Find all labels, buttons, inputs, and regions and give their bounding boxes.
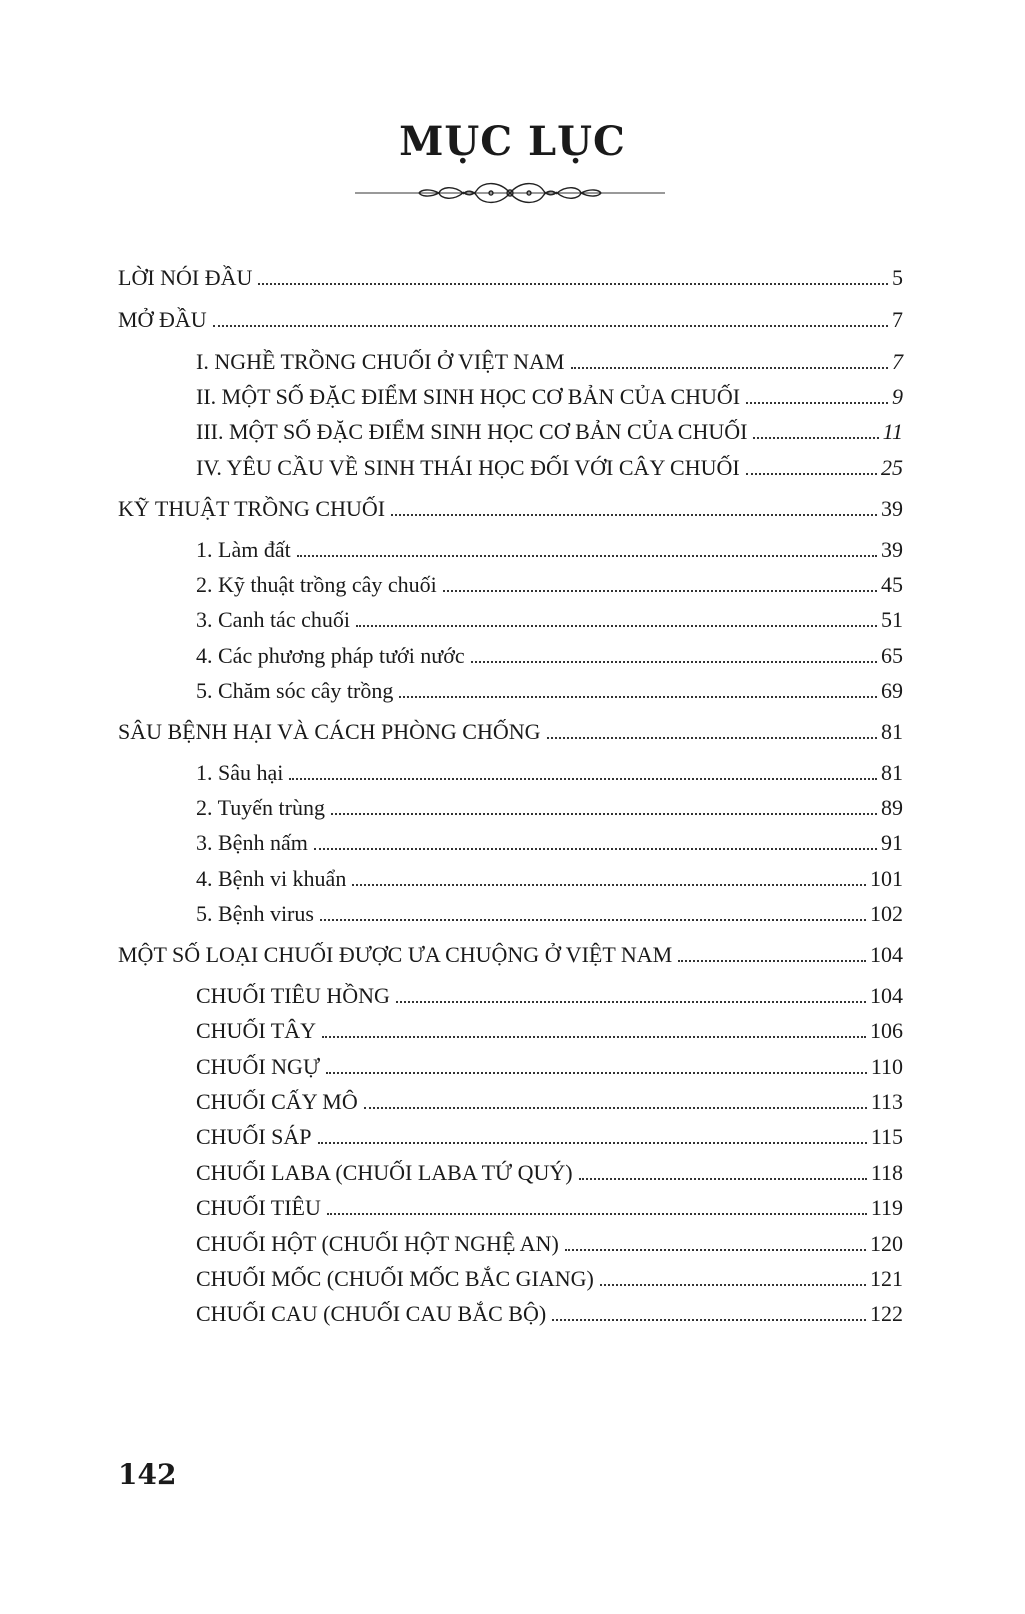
toc-subsection-entry	[196, 1301, 903, 1333]
toc-subsection-entry	[196, 1124, 903, 1156]
toc-entry-label: III. MỘT SỐ ĐẶC ĐIỂM SINH HỌC CƠ BẢN CỦA CHUỐI	[196, 419, 748, 444]
toc-subsection-entry	[196, 1089, 903, 1121]
dot-leader	[356, 625, 877, 627]
toc-subsection-entry	[196, 678, 903, 710]
toc-section-entry	[118, 265, 903, 297]
toc-subsection-entry	[196, 537, 903, 569]
toc-subsection-entry	[196, 795, 903, 827]
toc-entry-page: 69	[881, 678, 903, 703]
toc-entry-page: 113	[870, 1089, 903, 1114]
dot-leader	[258, 283, 888, 285]
toc-subsection-entry	[196, 1266, 903, 1298]
toc-subsection-entry	[196, 419, 903, 451]
toc-entry-page: 110	[870, 1054, 903, 1079]
dot-leader	[565, 1249, 866, 1251]
toc-entry-page: 7	[892, 349, 903, 374]
toc-entry-label: CHUỐI LABA (CHUỐI LABA TỨ QUÝ)	[196, 1160, 573, 1185]
toc-entry-label: 5. Bệnh virus	[196, 901, 314, 926]
toc-subsection-entry	[196, 1018, 903, 1050]
dot-leader	[318, 1142, 867, 1144]
toc-entry-label: CHUỐI MỐC (CHUỐI MỐC BẮC GIANG)	[196, 1266, 594, 1291]
toc-section-entry	[118, 942, 903, 974]
toc-subsection-entry	[196, 643, 903, 675]
toc-entry-label: CHUỐI HỘT (CHUỐI HỘT NGHỆ AN)	[196, 1231, 559, 1256]
toc-subsection-entry	[196, 1231, 903, 1263]
dot-leader	[213, 325, 888, 327]
toc-subsection-entry	[196, 349, 903, 381]
toc-subsection-entry	[196, 455, 903, 487]
dot-leader	[571, 367, 889, 369]
dot-leader	[289, 778, 877, 780]
toc-subsection-entry	[196, 830, 903, 862]
toc-subsection-entry	[196, 1195, 903, 1227]
toc-entry-label: 4. Các phương pháp tưới nước	[196, 643, 465, 668]
dot-leader	[471, 661, 877, 663]
toc-entry-page: 118	[870, 1160, 903, 1185]
toc-entry-page: 104	[870, 983, 903, 1008]
toc-entry-page: 121	[870, 1266, 903, 1291]
toc-entry-page: 51	[881, 607, 903, 632]
dot-leader	[579, 1178, 867, 1180]
toc-subsection-entry	[196, 572, 903, 604]
toc-entry-page: 39	[881, 496, 903, 521]
dot-leader	[753, 437, 878, 439]
ornament-divider	[355, 178, 665, 208]
toc-entry-page: 104	[870, 942, 903, 967]
dot-leader	[678, 960, 866, 962]
toc-subsection-entry	[196, 384, 903, 416]
toc-entry-page: 101	[870, 866, 903, 891]
toc-entry-label: KỸ THUẬT TRỒNG CHUỐI	[118, 496, 386, 521]
toc-entry-label: 3. Bệnh nấm	[196, 830, 308, 855]
toc-entry-page: 11	[882, 419, 903, 444]
toc-subsection-entry	[196, 1054, 903, 1086]
dot-leader	[327, 1213, 867, 1215]
toc-entry-label: 2. Kỹ thuật trồng cây chuối	[196, 572, 437, 597]
dot-leader	[297, 555, 877, 557]
toc-entry-page: 5	[892, 265, 903, 290]
toc-subsection-entry	[196, 607, 903, 639]
toc-subsection-entry	[196, 983, 903, 1015]
toc-entry-page: 119	[870, 1195, 903, 1220]
toc-entry-label: CHUỐI TIÊU	[196, 1195, 321, 1220]
toc-entry-label: 1. Sâu hại	[196, 760, 284, 785]
dot-leader	[320, 919, 866, 921]
dot-leader	[352, 884, 866, 886]
toc-entry-label: 4. Bệnh vi khuẩn	[196, 866, 347, 891]
toc-entry-page: 102	[870, 901, 903, 926]
toc-entry-page: 122	[870, 1301, 903, 1326]
dot-leader	[399, 696, 877, 698]
toc-entry-label: IV. YÊU CẦU VỀ SINH THÁI HỌC ĐỐI VỚI CÂY CHUỐI	[196, 455, 740, 480]
toc-subsection-entry	[196, 1160, 903, 1192]
toc-entry-label: CHUỐI TÂY	[196, 1018, 316, 1043]
toc-entry-page: 89	[881, 795, 903, 820]
toc-entry-label: MỞ ĐẦU	[118, 307, 207, 332]
toc-entry-label: II. MỘT SỐ ĐẶC ĐIỂM SINH HỌC CƠ BẢN CỦA CHUỐI	[196, 384, 741, 409]
toc-entry-label: 1. Làm đất	[196, 537, 291, 562]
toc-entry-page: 25	[881, 455, 903, 480]
toc-subsection-entry	[196, 866, 903, 898]
toc-entry-page: 65	[881, 643, 903, 668]
toc-entry-label: CHUỐI TIÊU HỒNG	[196, 983, 390, 1008]
toc-entry-label: SÂU BỆNH HẠI VÀ CÁCH PHÒNG CHỐNG	[118, 719, 541, 744]
dot-leader	[746, 402, 888, 404]
toc-entry-label: I. NGHỀ TRỒNG CHUỐI Ở VIỆT NAM	[196, 349, 565, 374]
toc-subsection-entry	[196, 901, 903, 933]
dot-leader	[443, 590, 877, 592]
dot-leader	[314, 848, 877, 850]
toc-entry-page: 106	[870, 1018, 903, 1043]
toc-entry-label: MỘT SỐ LOẠI CHUỐI ĐƯỢC ƯA CHUỘNG Ở VIỆT NAM	[118, 942, 673, 967]
toc-entry-label: CHUỐI SÁP	[196, 1124, 312, 1149]
toc-entry-label: CHUỐI NGỰ	[196, 1054, 321, 1079]
toc-section-entry	[118, 719, 903, 751]
dot-leader	[364, 1107, 867, 1109]
toc-entry-page: 39	[881, 537, 903, 562]
toc-entry-label: LỜI NÓI ĐẦU	[118, 265, 253, 290]
toc-entry-page: 9	[892, 384, 903, 409]
toc-entry-label: 5. Chăm sóc cây trồng	[196, 678, 394, 703]
toc-entry-label: CHUỐI CAU (CHUỐI CAU BẮC BỘ)	[196, 1301, 547, 1326]
toc-entry-page: 81	[881, 760, 903, 785]
page-number: 142	[118, 1458, 177, 1491]
toc-section-entry	[118, 496, 903, 528]
dot-leader	[600, 1284, 866, 1286]
toc-entry-page: 45	[881, 572, 903, 597]
toc-entry-page: 81	[881, 719, 903, 744]
dot-leader	[326, 1072, 867, 1074]
toc-section-entry	[118, 307, 903, 339]
dot-leader	[746, 473, 877, 475]
toc-entry-label: 2. Tuyến trùng	[196, 795, 325, 820]
toc-entry-page: 91	[881, 830, 903, 855]
dot-leader	[322, 1036, 866, 1038]
toc-entry-page: 7	[892, 307, 903, 332]
dot-leader	[552, 1319, 866, 1321]
toc-entry-label: CHUỐI CẤY MÔ	[196, 1089, 358, 1114]
dot-leader	[331, 813, 877, 815]
toc-entry-label: 3. Canh tác chuối	[196, 607, 350, 632]
dot-leader	[391, 514, 877, 516]
toc-subsection-entry	[196, 760, 903, 792]
page-title: MỤC LỤC	[399, 118, 626, 165]
toc-entry-page: 120	[870, 1231, 903, 1256]
dot-leader	[547, 737, 877, 739]
toc-entry-page: 115	[870, 1124, 903, 1149]
dot-leader	[396, 1001, 866, 1003]
